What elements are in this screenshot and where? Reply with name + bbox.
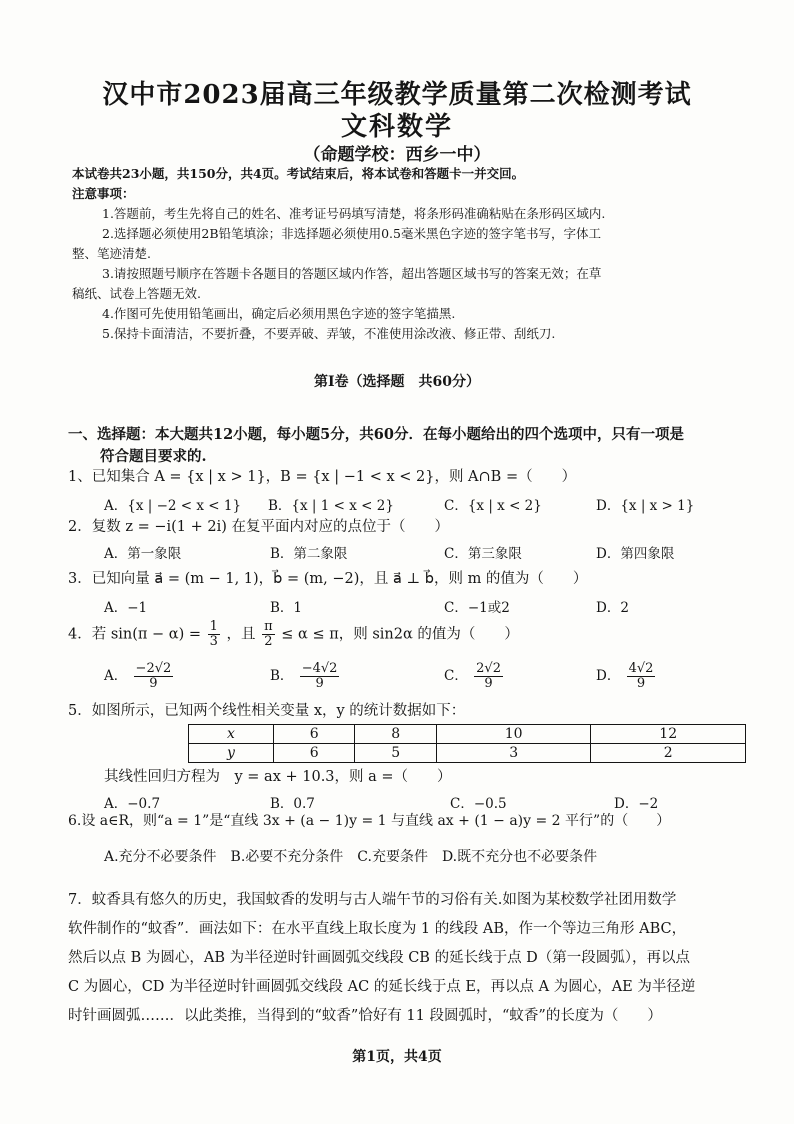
q1-option-a: A．{x | −2 < x < 1} [104,498,242,514]
q4-option-d-num: 4√2 [628,661,654,676]
q5-data-table [188,724,746,763]
q1-option-c: C．{x | x < 2} [444,498,542,514]
q4-frac-num: 1 [209,619,218,634]
table-row [189,725,746,744]
note-item-3-cont: 稿纸、试卷上答题无效. [72,286,201,301]
note-item-5: 5.保持卡面清洁，不要折叠，不要弄破、弄皱，不准使用涂改液、修正带、刮纸刀. [102,326,556,341]
q7-line-2: 软件制作的“蚊香”．画法如下：在水平直线上取长度为 1 的线段 AB，作一个等边三角形 ABC， [68,921,687,937]
q4-option-c [444,662,505,691]
note-item-2: 2.选择题必须使用2B铅笔填涂；非选择题必须使用0.5毫米黑色字迹的签字笔书写，字体工 [102,226,601,241]
q4-option-b [270,662,341,691]
q4-option-c-num: 2√2 [476,661,501,676]
exam-title: 汉中市2023届高三年级教学质量第二次检测考试 [102,80,692,110]
exam-subject: 文科数学 [340,112,453,142]
question-3-stem: 3．已知向量 a⃗ = (m − 1, 1)，b⃗ = (m, −2)，且 a⃗ ⊥ b⃗，则 m 的值为（ ） [68,571,588,587]
part-one-intro [68,424,748,468]
q4-option-c-label: C． [444,668,468,684]
table-cell: 6 [274,725,355,744]
table-cell: y [189,744,274,763]
q2-option-d: D．第四象限 [596,546,675,562]
q4-stem-post: ≤ α ≤ π，则 sin2α 的值为（ ） [281,626,519,643]
question-5-stem: 5．如图所示，已知两个线性相关变量 x，y 的统计数据如下： [68,703,466,719]
page-footer: 第1页，共4页 [352,1049,442,1065]
table-cell: x [189,725,274,744]
q4-option-a-frac [134,662,174,691]
q5-regression-line: 其线性回归方程为 y = ax + 10.3，则 a =（ ） [104,769,452,785]
q4-option-a-den: 9 [149,676,158,691]
table-cell: 3 [436,744,591,763]
question-1-stem: 1、已知集合 A = {x | x > 1}，B = {x | −1 < x < 2}，则 A∩B =（ ） [68,469,577,485]
question-6-options: A.充分不必要条件 B.必要不充分条件 C.充要条件 D.既不充分也不必要条件 [104,849,598,865]
table-row [189,744,746,763]
table-cell: 12 [591,725,746,744]
q4-option-a-num: −2√2 [135,661,172,676]
q4-option-d-label: D． [596,668,621,684]
q7-line-4: C 为圆心，CD 为半径逆时针画圆弧交线段 AC 的延长线于点 E，再以点 A 为圆心，AE 为半径逆 [68,979,696,995]
table-cell: 8 [355,725,436,744]
table-cell: 10 [436,725,591,744]
part-one-line-2: 符合题目要求的. [100,448,207,465]
notes-heading: 注意事项： [72,186,135,201]
q7-line-3: 然后以点 B 为圆心，AB 为半径逆时针画圆弧交线段 CB 的延长线于点 D（第一段圆弧），再以点 [68,950,691,966]
note-item-2-cont: 整、笔迹清楚. [72,246,151,261]
question-2-stem: 2．复数 z = −i(1 + 2i) 在复平面内对应的点位于（ ） [68,519,450,535]
part-one-line-1: 一、选择题：本大题共12小题，每小题5分，共60分．在每小题给出的四个选项中，只有一项是 [68,426,684,443]
q7-line-1: 7．蚊香具有悠久的历史，我国蚊香的发明与古人端午节的习俗有关.如图为某校数学社团用数学 [68,892,677,908]
q4-frac2-den: 2 [264,634,273,649]
q1-option-b: B．{x | 1 < x < 2} [268,498,394,514]
q4-option-c-den: 9 [484,676,493,691]
notes-block [72,184,752,344]
question-6-stem: 6.设 a∈R，则“a = 1”是“直线 3x + (a − 1)y = 1 与直线 ax + (1 − a)y = 2 平行”的（ ） [68,813,671,829]
q4-option-b-den: 9 [315,676,324,691]
exam-school: （命题学校：西乡一中） [303,145,491,165]
q4-stem-mid: ，且 [226,626,256,643]
q7-line-5: 时针画圆弧……．以此类推，当得到的“蚊香”恰好有 11 段圆弧时，“蚊香”的长度为（ ） [68,1008,662,1024]
q2-option-b: B．第二象限 [270,546,348,562]
table-cell: 6 [274,744,355,763]
q4-option-b-label: B． [270,668,294,684]
q4-stem-pre: 4．若 sin(π − α) = [68,626,202,643]
q3-option-a: A．−1 [104,600,148,616]
note-item-4: 4.作图可先使用铅笔画出，确定后必须用黑色字迹的签字笔描黑. [102,306,456,321]
question-4-stem [68,620,519,649]
q4-option-d-den: 9 [636,676,646,691]
q4-fraction-one-third [208,620,220,649]
q2-option-c: C．第三象限 [444,546,522,562]
q4-option-c-frac [474,662,503,691]
q5-option-a: A．−0.7 [104,796,161,812]
table-cell: 2 [591,744,746,763]
q1-option-d: D．{x | x > 1} [596,498,695,514]
q3-option-c: C．−1或2 [444,600,510,616]
q4-frac-den: 3 [209,634,218,649]
q4-option-b-frac [300,662,340,691]
exam-intro: 本试卷共23小题，共150分，共4页。考试结束后，将本试卷和答题卡一并交回。 [72,166,525,181]
section-title: 第Ⅰ卷（选择题 共60分） [313,374,481,390]
q4-frac2-num: π [264,619,273,634]
q4-option-d-frac [627,662,656,691]
q4-option-b-num: −4√2 [301,661,338,676]
table-cell: 5 [355,744,436,763]
q5-option-d: D．−2 [614,796,659,812]
q4-option-a [104,662,175,691]
q3-option-b: B．1 [270,600,303,616]
q4-option-a-label: A． [104,668,128,684]
q5-option-b: B．0.7 [270,796,315,812]
note-item-3: 3.请按照题号顺序在答题卡各题目的答题区域内作答，超出答题区域书写的答案无效；在草 [102,266,602,281]
q4-option-d [596,662,657,691]
q2-option-a: A．第一象限 [104,546,182,562]
q4-fraction-pi-half [262,620,275,649]
q3-option-d: D．2 [596,600,629,616]
question-7 [68,886,748,1031]
q5-option-c: C．−0.5 [450,796,507,812]
note-item-1: 1.答题前，考生先将自己的姓名、准考证号码填写清楚，将条形码准确粘贴在条形码区域内. [102,206,606,221]
